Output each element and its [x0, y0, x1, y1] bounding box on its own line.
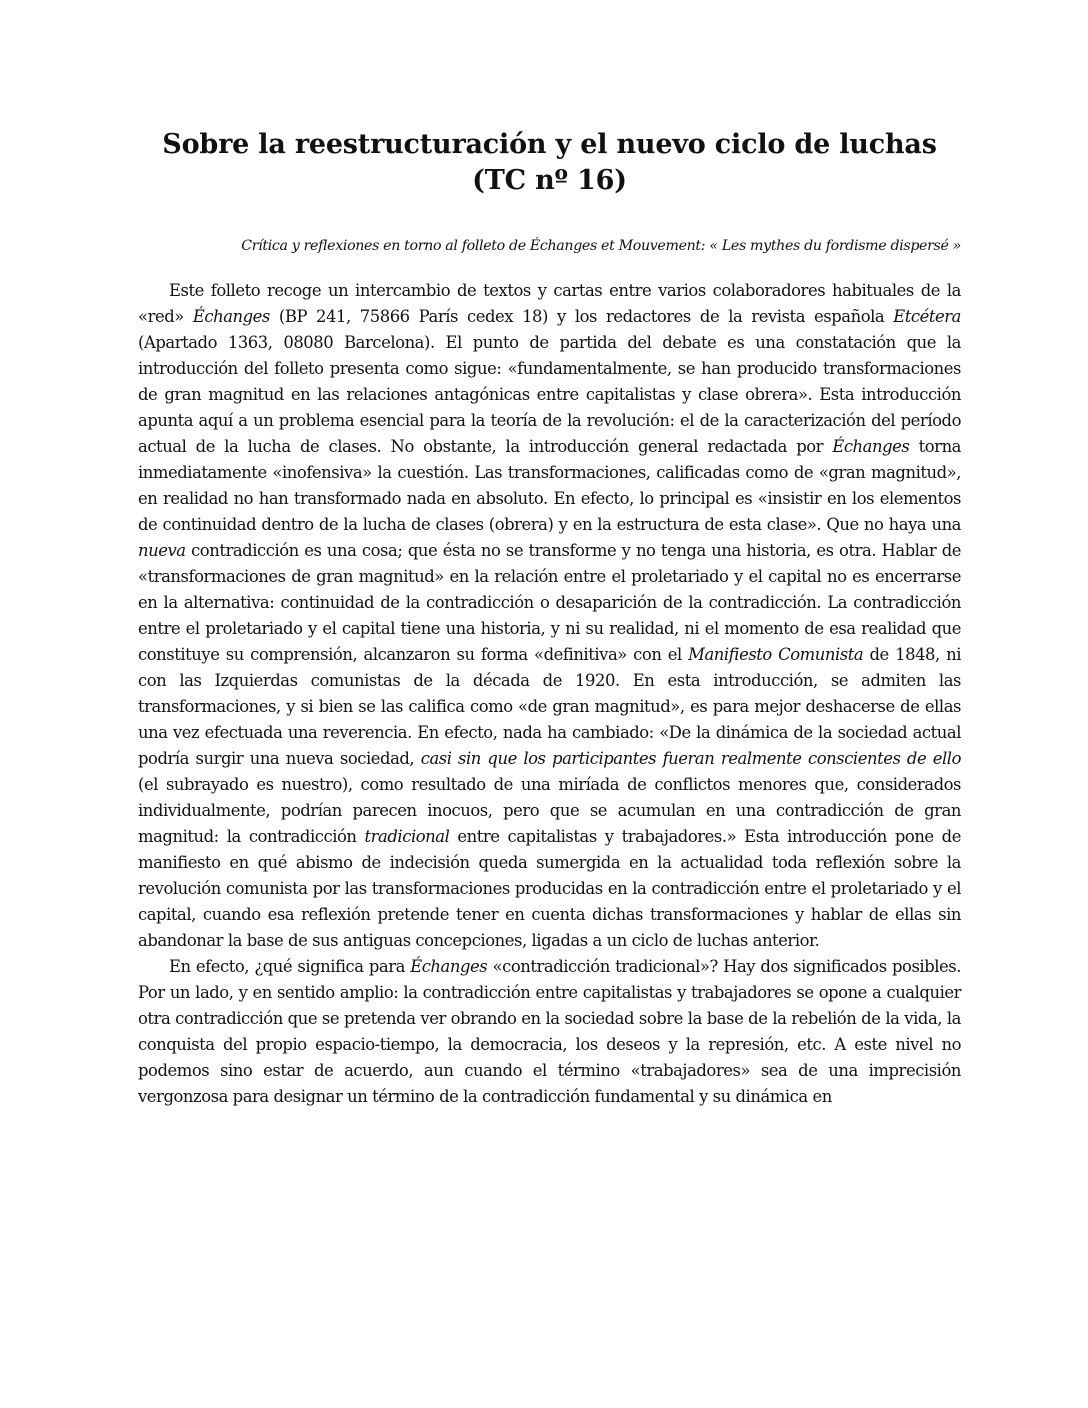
document-title: Sobre la reestructuración y el nuevo ciclo de luchas (TC nº 16) [162, 129, 937, 196]
text-run: (BP 241, 75866 París cedex 18) y los redactores de la revista española [269, 307, 894, 326]
italic-run: Échanges [410, 957, 488, 976]
italic-run: nueva [138, 541, 186, 560]
text-run: Este folleto recoge un intercambio de textos y cartas entre varios colaboradores habituales de la «red» [138, 281, 961, 326]
italic-run: Échanges [192, 307, 270, 326]
italic-run: Échanges [832, 437, 910, 456]
text-run: «contradicción tradicional»? Hay dos significados posibles. Por un lado, y en sentido amplio: la contradicción entre capitalistas y trabajadores se opone a cualquier otra contradicción que se pretenda ver obrando en la sociedad sobre la base de la rebelión de la vida, la conquista del propio espacio-tiempo, la democracia, los deseos y la represión, etc. A este nivel no podemos sino estar de acuerdo, aun cuando el término «trabajadores» sea de una imprecisión vergonzosa para designar un término de la contradicción fundamental y su dinámica en [138, 957, 961, 1106]
italic-run: Etcétera [893, 307, 961, 326]
body-paragraph [138, 954, 961, 1110]
text-run: (el subrayado es nuestro), como resultado de una miríada de conflictos menores que, considerados individualmente, podrían parecen inocuos, pero que se acumulan en una contradicción de gran magnitud: la contradicción [138, 775, 961, 846]
italic-run: Manifiesto Comunista [688, 645, 864, 664]
italic-run: tradicional [364, 827, 450, 846]
text-run: En efecto, ¿qué significa para [169, 957, 411, 976]
text-run: torna inmediatamente «inofensiva» la cuestión. Las transformaciones, calificadas como de «gran magnitud», en realidad no han transformado nada en absoluto. En efecto, lo principal es «insistir en los elementos de continuidad dentro de la lucha de clases (obrera) y en la estructura de esta clase». Que no haya una [138, 437, 961, 534]
document-body [138, 278, 961, 1110]
text-run: contradicción es una cosa; que ésta no se transforme y no tenga una historia, es otra. Hablar de «transformaciones de gran magnitud» en la relación entre el proletariado y el capital no es encerrarse en la alternativa: continuidad de la contradicción o desaparición de la contradicción. La contradicción entre el proletariado y el capital tiene una historia, y ni su realidad, ni el momento de esa realidad que constituye su comprensión, alcanzaron su forma «definitiva» con el [138, 541, 961, 664]
document-subtitle: Crítica y reflexiones en torno al folleto de Échanges et Mouvement: « Les mythes du fordisme dispersé » [241, 238, 961, 254]
body-paragraph [138, 278, 961, 954]
italic-run: casi sin que los participantes fueran realmente conscientes de ello [420, 749, 961, 768]
text-run: de 1848, ni con las Izquierdas comunistas de la década de 1920. En esta introducción, se admiten las transformaciones, y si bien se las califica como «de gran magnitud», es para mejor deshacerse de ellas una vez efectuada una reverencia. En efecto, nada ha cambiado: «De la dinámica de la sociedad actual podría surgir una nueva sociedad, [138, 645, 961, 768]
text-run: (Apartado 1363, 08080 Barcelona). El punto de partida del debate es una constatación que la introducción del folleto presenta como sigue: «fundamentalmente, se han producido transformaciones de gran magnitud en las relaciones antagónicas entre capitalistas y clase obrera». Esta introducción apunta aquí a un problema esencial para la teoría de la revolución: el de la caracterización del período actual de la lucha de clases. No obstante, la introducción general redactada por [138, 333, 961, 456]
document-page [138, 127, 961, 1110]
text-run: entre capitalistas y trabajadores.» Esta introducción pone de manifiesto en qué abismo de indecisión queda sumergida en la actualidad toda reflexión sobre la revolución comunista por las transformaciones producidas en la contradicción entre el proletariado y el capital, cuando esa reflexión pretende tener en cuenta dichas transformaciones y hablar de ellas sin abandonar la base de sus antiguas concepciones, ligadas a un ciclo de luchas anterior. [138, 827, 961, 950]
